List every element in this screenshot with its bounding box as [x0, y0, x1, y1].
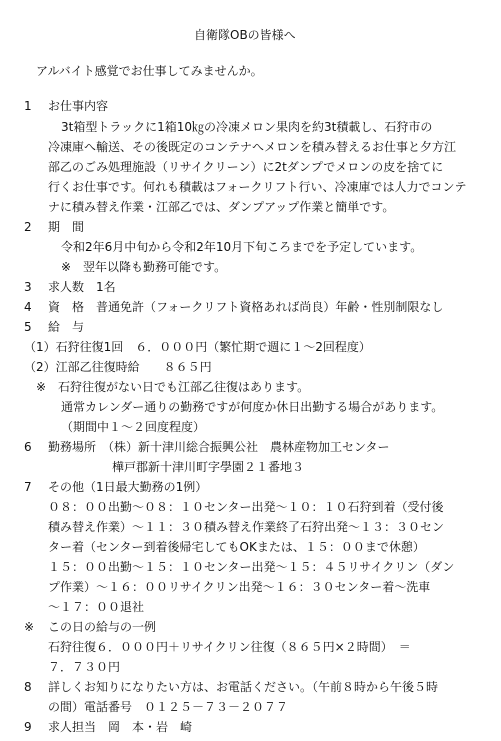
section-7-line: 〜１７：００退社 — [48, 600, 145, 614]
section-2-body: 令和2年6月中旬から令和2年10月下旬ころまでを予定しています。 — [61, 239, 423, 254]
section-5-number: 5 — [24, 319, 32, 334]
section-3-text: 求人数 1名 — [48, 279, 116, 294]
section-2-number: 2 — [24, 219, 32, 234]
section-5-item: ※ 石狩往復がない日でも江部乙往復はあります。 — [36, 379, 310, 394]
section-7-line: １５：００出勤〜１５：１０センター出発〜１５：４５リサイクリン（ダン — [48, 560, 455, 574]
section-9-number: 9 — [24, 720, 32, 734]
section-1-line: 行くお仕事です。何れも積載はフォークリフト行い、冷凍庫では人力でコンテ — [48, 179, 467, 194]
section-5-item: （2）江部乙往復時給 ８６５円 — [24, 359, 212, 374]
section-9-text: 求人担当 岡 本・岩 崎 — [48, 720, 193, 734]
section-7-line: プ作業）〜１６：００リサイクリン出発〜１６：３０センター着〜洗車 — [48, 580, 431, 594]
pay-example-mark: ※ — [24, 620, 35, 634]
section-7-line: ター着（センター到着後帰宅してもOKまたは、１５：００まで休憩） — [48, 540, 425, 554]
section-8-number: 8 — [24, 680, 32, 694]
section-1-heading: お仕事内容 — [48, 98, 109, 113]
section-1-line: 冷凍庫へ輸送、その後既定のコンテナへメロンを積み替えるお仕事と夕方江 — [48, 139, 457, 154]
section-1-number: 1 — [24, 98, 32, 113]
section-5-heading: 給 与 — [48, 319, 85, 334]
section-4-number: 4 — [24, 299, 32, 314]
section-1-line: ナに積み替え作業・江部乙では、ダンプアップ作業と簡単です。 — [48, 199, 395, 214]
section-4-text: 資 格 普通免許（フォークリフト資格あれば尚良）年齢・性別制限なし — [48, 299, 444, 314]
section-8-line: の間）電話番号 ０１２５－７３－２０７７ — [48, 700, 289, 714]
lead-sentence: アルバイト感覚でお仕事してみませんか。 — [36, 63, 263, 78]
section-3-number: 3 — [24, 279, 32, 294]
section-6-text: 勤務場所 （株）新十津川総合振興公社 農林産物加工センター — [48, 439, 390, 454]
section-5-item: （期間中１〜２回度程度） — [61, 419, 206, 434]
section-7-line: 積み替え作業）〜１１：３０積み替え作業終了石狩出発〜１３：３０セン — [48, 519, 445, 534]
section-6-address: 樺戸郡新十津川町字學園２１番地３ — [112, 459, 305, 474]
section-1-line: 部乙のごみ処理施設（リサイクリーン）に2tダンプでメロンの皮を捨てに — [48, 159, 444, 174]
pay-example-heading: この日の給与の一例 — [48, 620, 157, 634]
section-7-line: ０８：００出勤〜０８：１０センター出発〜１０：１０石狩到着（受付後 — [48, 499, 444, 514]
section-5-item: 通常カレンダー通りの勤務ですが何度か休日出勤する場合があります。 — [61, 399, 444, 414]
section-7-number: 7 — [24, 479, 32, 494]
section-2-note: ※ 翌年以降も勤務可能です。 — [61, 259, 227, 274]
section-7-heading: その他（1日最大勤務の1例） — [48, 479, 208, 494]
section-8-line: 詳しくお知りになりたい方は、お電話ください。（午前８時から午後５時 — [48, 680, 439, 694]
section-6-number: 6 — [24, 439, 32, 454]
section-1-line: 3t箱型トラックに1箱10㎏の冷凍メロン果肉を約3t積載し、石狩市の — [61, 119, 433, 134]
pay-example-formula: 石狩往復６．０００円＋リサイクリン往復（８６５円×２時間） ＝ — [48, 640, 411, 654]
pay-example-total: ７．７３０円 — [48, 660, 121, 674]
section-5-item: （1）石狩往復1回 ６．０００円（繁忙期で週に１〜2回程度） — [24, 339, 371, 354]
section-2-heading: 期 間 — [48, 219, 85, 234]
page-title: 自衛隊OBの皆様へ — [194, 28, 296, 42]
